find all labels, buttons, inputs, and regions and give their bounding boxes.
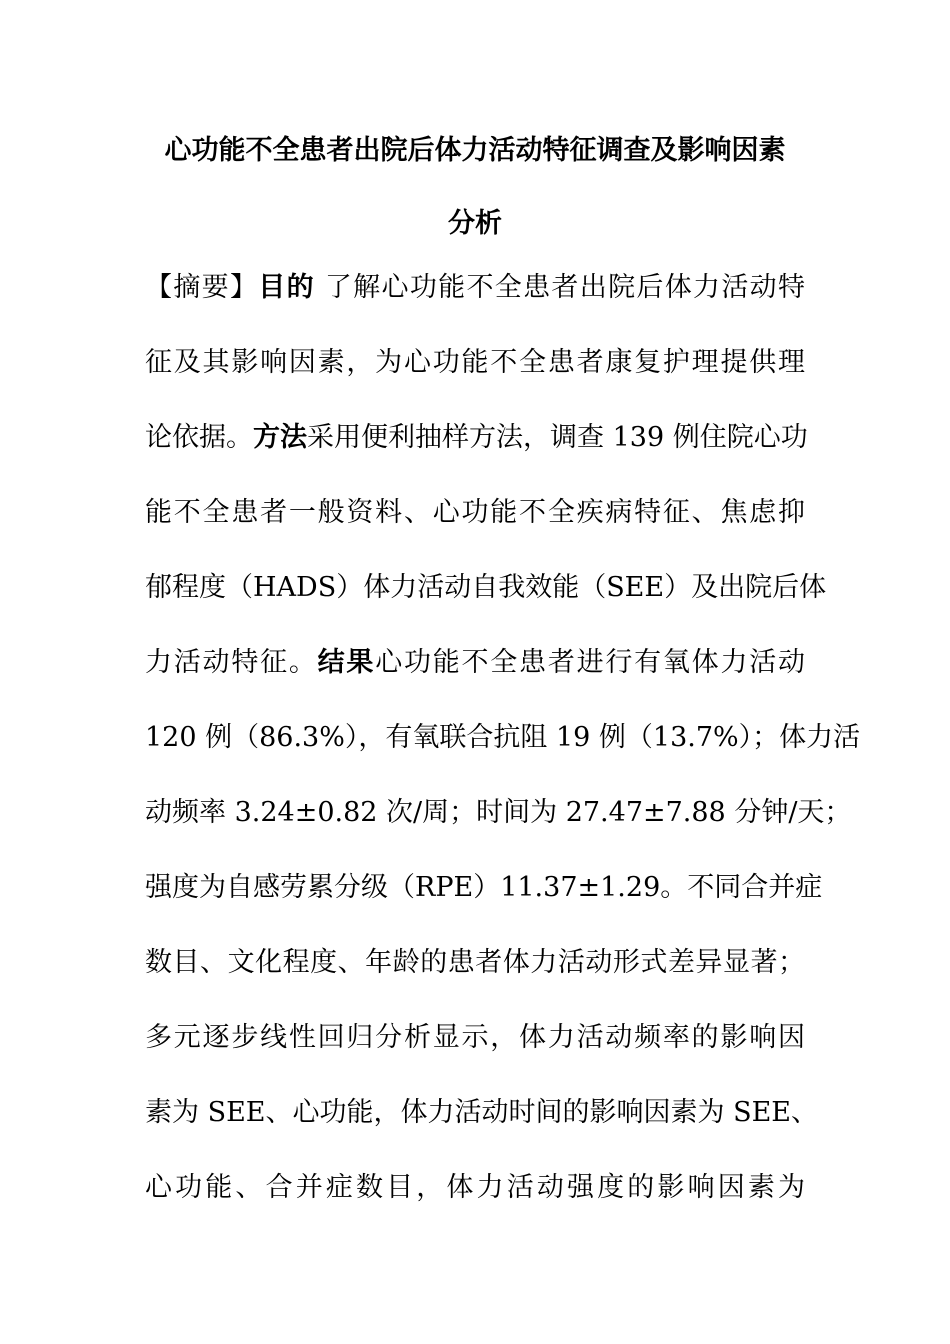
abstract-line-1-text: 了解心功能不全患者出院后体力活动特 [314, 272, 806, 303]
abstract-line-3-lead: 论依据。 [145, 422, 253, 453]
document-title-line-2: 分析 [448, 208, 502, 239]
abstract-line-9: 强度为自感劳累分级（RPE）11.37±1.29。不同合并症 [145, 872, 823, 903]
abstract-line-3 [145, 418, 808, 458]
abstract-line-7: 120 例（86.3%），有氧联合抗阻 19 例（13.7%）；体力活 [145, 722, 861, 753]
document-title-line-1: 心功能不全患者出院后体力活动特征调查及影响因素 [164, 135, 786, 166]
abstract-line-5: 郁程度（HADS）体力活动自我效能（SEE）及出院后体 [145, 572, 827, 603]
method-label: 方法 [253, 422, 307, 453]
abstract-line-10: 数目、文化程度、年龄的患者体力活动形式差异显著； [145, 947, 805, 978]
abstract-line-13: 心功能、合并症数目，体力活动强度的影响因素为 [145, 1172, 805, 1203]
result-label: 结果 [317, 647, 376, 678]
abstract-line-6 [145, 643, 805, 683]
abstract-line-6-lead: 力活动特征。 [145, 647, 318, 678]
abstract-line-11: 多元逐步线性回归分析显示，体力活动频率的影响因 [145, 1022, 805, 1053]
abstract-label: 【摘要】 [145, 272, 259, 303]
abstract-line-6-text: 心功能不全患者进行有氧体力活动 [375, 647, 806, 678]
purpose-label: 目的 [258, 272, 315, 303]
abstract-line-8: 动频率 3.24±0.82 次/周；时间为 27.47±7.88 分钟/天； [145, 797, 852, 828]
abstract-line-3-text: 采用便利抽样方法，调查 139 例住院心功 [307, 422, 808, 453]
abstract-line-4: 能不全患者一般资料、心功能不全疾病特征、焦虑抑 [145, 497, 805, 528]
abstract-line-1 [145, 268, 805, 308]
abstract-line-12: 素为 SEE、心功能，体力活动时间的影响因素为 SEE、 [145, 1097, 818, 1128]
abstract-line-2: 征及其影响因素，为心功能不全患者康复护理提供理 [145, 347, 805, 378]
